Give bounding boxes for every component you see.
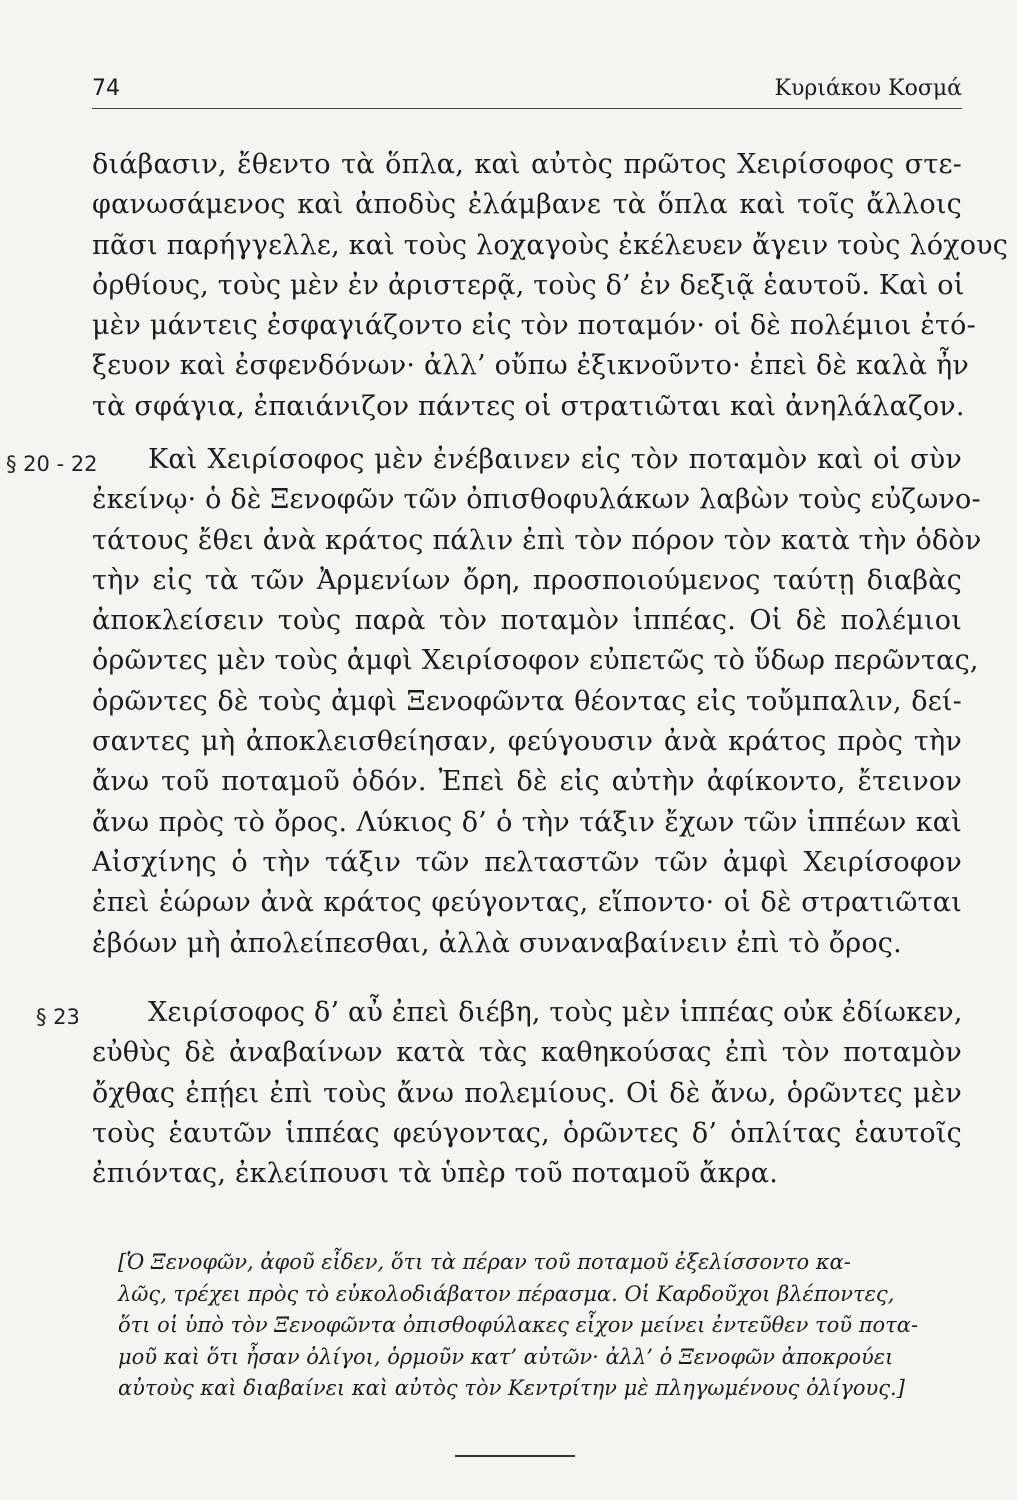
page-header — [92, 76, 962, 112]
text-line: ἀποκλείσειν τοὺς παρὰ τὸν ποταμὸν ἱππέας. Οἱ δὲ πολέμιοι — [92, 605, 962, 637]
text-line: μὲν μάντεις ἐσφαγιάζοντο εἰς τὸν ποταμόν· οἱ δὲ πολέμιοι ἐτό- — [92, 310, 976, 342]
text-line: ὁρῶντες δὲ τοὺς ἀμφὶ Ξενοφῶντα θέοντας εἰς τοὔμπαλιν, δεί- — [92, 685, 962, 717]
paragraph-1 — [92, 145, 1009, 427]
text-line: ἐπεὶ ἑώρων ἀνὰ κράτος φεύγοντας, εἵποντο· οἱ δὲ στρατιῶται — [92, 887, 962, 919]
note-line: μοῦ καὶ ὅτι ἦσαν ὀλίγοι, ὁρμοῦν κατ’ αὐτῶν· ἀλλ’ ὁ Ξενοφῶν ἀποκρούει — [118, 1344, 894, 1369]
text-line: Αἰσχίνης ὁ τὴν τάξιν τῶν πελταστῶν τῶν ἀμφὶ Χειρίσοφον — [92, 846, 962, 878]
running-title: Κυριάκου Κοσμά — [774, 76, 962, 101]
note-line: [Ὁ Ξενοφῶν, ἀφοῦ εἶδεν, ὅτι τὰ πέραν τοῦ ποταμοῦ ἐξελίσσοντο κα- — [118, 1250, 851, 1274]
text-line: ξευον καὶ ἐσφενδόνων· ἀλλ’ οὔπω ἐξικνοῦντο· ἐπεὶ δὲ καλὰ ἦν — [92, 350, 969, 382]
page-number: 74 — [92, 76, 120, 101]
paragraph-section-23 — [92, 993, 962, 1194]
note-line: λῶς, τρέχει πρὸς τὸ εὐκολοδιάβατον πέρασμα. Οἱ Καρδοῦχοι βλέποντες, — [118, 1281, 895, 1306]
text-line: τοὺς ἑαυτῶν ἱππέας φεύγοντας, ὁρῶντες δ’ ὁπλίτας ἑαυτοῖς — [92, 1117, 962, 1149]
text-line: εὐθὺς δὲ ἀναβαίνων κατὰ τὰς καθηκούσας ἐπὶ τὸν ποταμὸν — [92, 1037, 962, 1069]
text-line: ὄχθας ἐπῄει ἐπὶ τοὺς ἄνω πολεμίους. Οἱ δὲ ἄνω, ὁρῶντες μὲν — [92, 1077, 962, 1109]
text-line: ἐβόων μὴ ἀπολείπεσθαι, ἀλλὰ συναναβαίνειν ἐπὶ τὸ ὄρος. — [92, 927, 902, 959]
text-line: τὰ σφάγια, ἐπαιάνιζον πάντες οἱ στρατιῶται καὶ ἀνηλάλαζον. — [92, 390, 965, 422]
note-line: ὅτι οἱ ὑπὸ τὸν Ξενοφῶντα ὀπισθοφύλακες εἶχον μείνει ἐντεῦθεν τοῦ ποτα- — [118, 1313, 919, 1337]
section-marker-23: § 23 — [36, 1005, 80, 1029]
text-line: ἐκείνῳ· ὁ δὲ Ξενοφῶν τῶν ὀπισθοφυλάκων λαβὼν τοὺς εὐζωνο- — [92, 484, 981, 516]
text-line: ἐπιόντας, ἐκλείπουσι τὰ ὑπὲρ τοῦ ποταμοῦ ἄκρα. — [92, 1158, 779, 1190]
text-line: τάτους ἔθει ἀνὰ κράτος πάλιν ἐπὶ τὸν πόρον τὸν κατὰ τὴν ὁδὸν — [92, 524, 982, 556]
text-line: ὁρῶντες μὲν τοὺς ἀμφὶ Χειρίσοφον εὐπετῶς τὸ ὕδωρ περῶντας, — [92, 645, 979, 677]
text-line: Χειρίσοφος δ’ αὖ ἐπεὶ διέβη, τοὺς μὲν ἱππέας οὐκ ἐδίωκεν, — [148, 997, 963, 1028]
paragraph-section-20-22 — [92, 440, 982, 964]
section-marker-20-22: § 20 - 22 — [6, 452, 98, 476]
text-line: φανωσάμενος καὶ ἀποδὺς ἐλάμβανε τὰ ὅπλα καὶ τοῖς ἄλλοις — [92, 189, 962, 221]
text-line: ὀρθίους, τοὺς μὲν ἐν ἀριστερᾷ, τοὺς δ’ ἐν δεξιᾷ ἑαυτοῦ. Καὶ οἱ — [92, 269, 965, 301]
note-line: αὐτοὺς καὶ διαβαίνει καὶ αὐτὸς τὸν Κεντρίτην μὲ πληγωμένους ὀλίγους.] — [118, 1376, 905, 1400]
summary-note — [118, 1247, 958, 1405]
closing-rule — [455, 1455, 575, 1457]
text-line: διάβασιν, ἔθεντο τὰ ὅπλα, καὶ αὐτὸς πρῶτος Χειρίσοφος στε- — [92, 149, 962, 180]
header-rule — [92, 108, 962, 109]
text-line: ἄνω τοῦ ποταμοῦ ὁδόν. Ἐπεὶ δὲ εἰς αὐτὴν ἀφίκοντο, ἔτεινον — [92, 766, 962, 798]
text-line: πᾶσι παρήγγελλε, καὶ τοὺς λοχαγοὺς ἐκέλευεν ἄγειν τοὺς λόχους — [92, 229, 1009, 261]
text-line: ἄνω πρὸς τὸ ὄρος. Λύκιος δ’ ὁ τὴν τάξιν ἔχων τῶν ἱππέων καὶ — [92, 806, 962, 838]
text-line: σαντες μὴ ἀποκλεισθείησαν, φεύγουσιν ἀνὰ κράτος πρὸς τὴν — [92, 726, 962, 758]
text-line: Καὶ Χειρίσοφος μὲν ἐνέβαινεν εἰς τὸν ποταμὸν καὶ οἱ σὺν — [148, 444, 962, 475]
text-line: τὴν εἰς τὰ τῶν Ἀρμενίων ὄρη, προσποιούμενος ταύτῃ διαβὰς — [92, 564, 962, 596]
